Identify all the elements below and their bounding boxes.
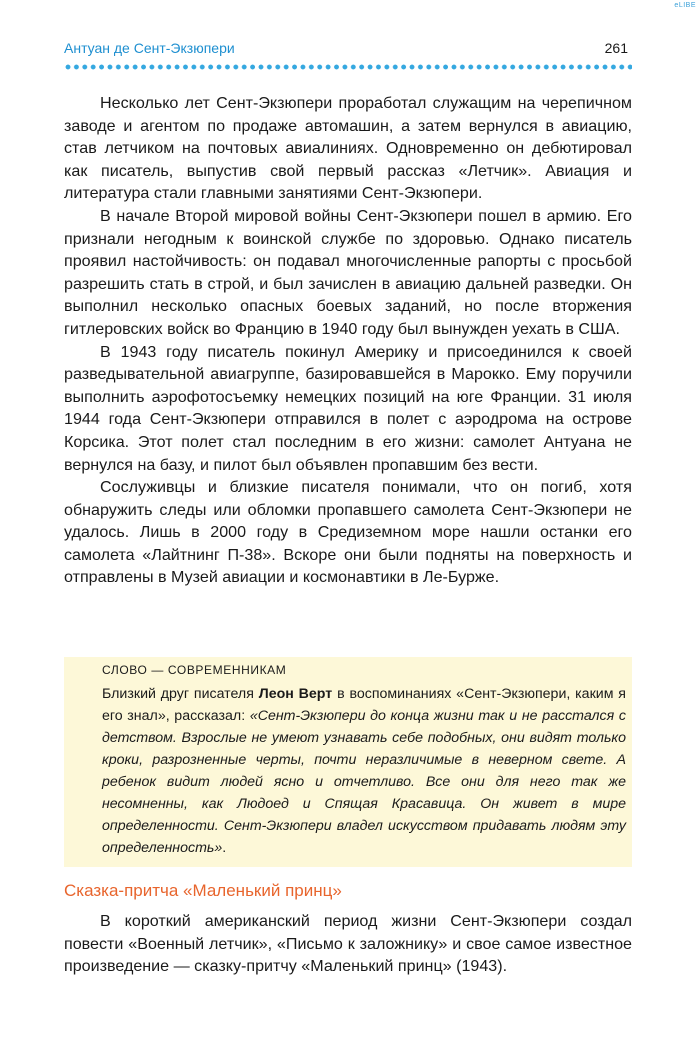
- page-number: 261: [604, 40, 628, 56]
- paragraph: В короткий американский период жизни Сент-Экзюпери создал повести «Военный летчик», «Письмо к заложнику» и свое самое известное произведение — сказку-притчу «Маленький принц» (1943).: [64, 912, 632, 976]
- main-text: [64, 92, 632, 589]
- sidebar-quote: «Сент-Экзюпери до конца жизни так и не расстался с детством. Взрослые не умеют узнавать себе подобных, они видят только кроки, разрозненные черты, почти неразличимые в неверном свете. А ребенок видит людей ясно и отчетливо. Все они для него так же несомненны, как Людоед и Спящая Красавица. Он живет в мире определенности. Сент-Экзюпери владел искусством придавать людям эту определенность»: [102, 708, 626, 856]
- corner-mark: eLIBE: [674, 2, 696, 9]
- page-header: [64, 40, 628, 56]
- section-text: [64, 910, 632, 978]
- dotted-ornament-divider: [64, 62, 632, 72]
- paragraph: Несколько лет Сент-Экзюпери проработал служащим на черепичном заводе и агентом по продаже автомашин, а затем вернулся в авиацию, став летчиком на почтовых авиалиниях. Одновременно он дебютировал как писатель, выпустив свой первый рассказ «Летчик». Авиация и литература стали главными занятиями Сент-Экзюпери.: [64, 94, 632, 203]
- sidebar-title: СЛОВО — СОВРЕМЕННИКАМ: [102, 663, 287, 677]
- running-title: Антуан де Сент-Экзюпери: [64, 40, 235, 56]
- sidebar-intro: Близкий друг писателя: [102, 686, 259, 702]
- section-heading: Сказка-притча «Маленький принц»: [64, 881, 342, 900]
- quote-sidebar: [64, 657, 632, 867]
- author-name: Леон Верт: [258, 686, 333, 702]
- paragraph: В 1943 году писатель покинул Америку и присоединился к своей разведывательной авиагруппе, базировавшейся в Марокко. Ему поручили выполнить аэрофотосъемку немецких позиций на юге Франции. 31 июля 1944 года Сент-Экзюпери отправился в полет с аэродрома на острове Корсика. Этот полет стал последним в его жизни: самолет Антуана не вернулся на базу, и пилот был объявлен пропавшим без вести.: [64, 342, 632, 474]
- sidebar-intro-after: в воспоминаниях «Сент-Экзюпери, каким я его знал», рассказал:: [102, 686, 626, 724]
- sidebar-end: .: [222, 840, 227, 856]
- paragraph: Сослуживцы и близкие писателя понимали, что он погиб, хотя обнаружить следы или обломки пропавшего самолета Сент-Экзюпери не удалось. Лишь в 2000 году в Средиземном море нашли останки его самолета «Лайтнинг П-38». Вскоре они были подняты на поверхность и отправлены в Музей авиации и космонавтики в Ле-Бурже.: [64, 478, 632, 587]
- sidebar-text: [102, 683, 626, 859]
- paragraph: В начале Второй мировой войны Сент-Экзюпери пошел в армию. Его признали негодным к воинской службе по здоровью. Однако писатель проявил настойчивость: он подавал многочисленные рапорты с просьбой разрешить стать в строй, и был зачислен в авиацию дальней разведки. Он выполнил несколько опасных боевых заданий, но после вторжения гитлеровских войск во Францию в 1940 году был вынужден уехать в США.: [64, 206, 632, 338]
